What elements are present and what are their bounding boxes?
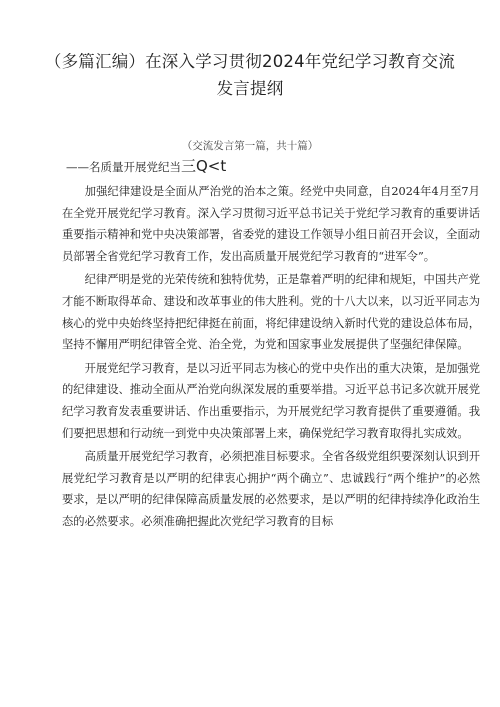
document-subtitle: （交流发言第一篇，共十篇） <box>181 140 319 152</box>
paragraph-text: 纪律严明是党的光荣传统和独特优势，正是靠着严明的纪律和规矩，中国共产党才能不断取得革命、建设和改革事业的伟大胜利。党的十八大以来，以习近平同志为核心的党中央始终坚持把纪律挺在前面，将纪律建设纳入新时代党的建设总体布局，坚持不懈用严明纪律管全党、治全党，为党和国家事业发展提供了坚强纪律保障。 <box>62 273 481 352</box>
section-heading-tail: 三Q<t <box>181 157 227 175</box>
paragraph-text: 加强纪律建设是全面从严治党的治本之策。经党中央同意，自2024年4月至7月在全党开展党纪学习教育。深入学习贯彻习近平总书记关于党纪学习教育的重要讲话重要指示精神和党中央决策部署，省委党的建设工作领导小组日前召开会议，全面动员部署全省党纪学习教育工作，发出高质量开展党纪学习教育的“进军令”。 <box>62 185 480 263</box>
section-heading-text: ——名质量开展党纪当 <box>66 160 181 174</box>
section-heading <box>66 155 226 176</box>
document-title: （多篇汇编）在深入学习贯彻2024年党纪学习教育交流发言提纲 <box>44 52 456 98</box>
paragraph-text: 高质量开展党纪学习教育，必须把准目标要求。全省各级党组织要深刻认识到开展党纪学习教育是以严明的纪律衷心拥护“两个确立”、忠诚践行“两个维护”的必然要求，是以严明的纪律保障高质量发展的必然要求，是以严明的纪律持续净化政治生态的必然要求。必须准确把握此次党纪学习教育的目标 <box>62 450 481 528</box>
paragraph <box>62 181 480 267</box>
paragraph <box>62 358 480 444</box>
paragraph <box>62 269 480 355</box>
paragraph-text: 开展党纪学习教育，是以习近平同志为核心的党中央作出的重大决策，是加强党的纪律建设、推动全面从严治党向纵深发展的重要举措。习近平总书记多次就开展党纪学习教育发表重要讲话、作出重要指示，为开展党纪学习教育提供了重要遵循。我们要把思想和行动统一到党中央决策部署上来，确保党纪学习教育取得扎实成效。 <box>62 361 481 440</box>
paragraph <box>62 446 480 532</box>
document-body <box>62 181 480 535</box>
